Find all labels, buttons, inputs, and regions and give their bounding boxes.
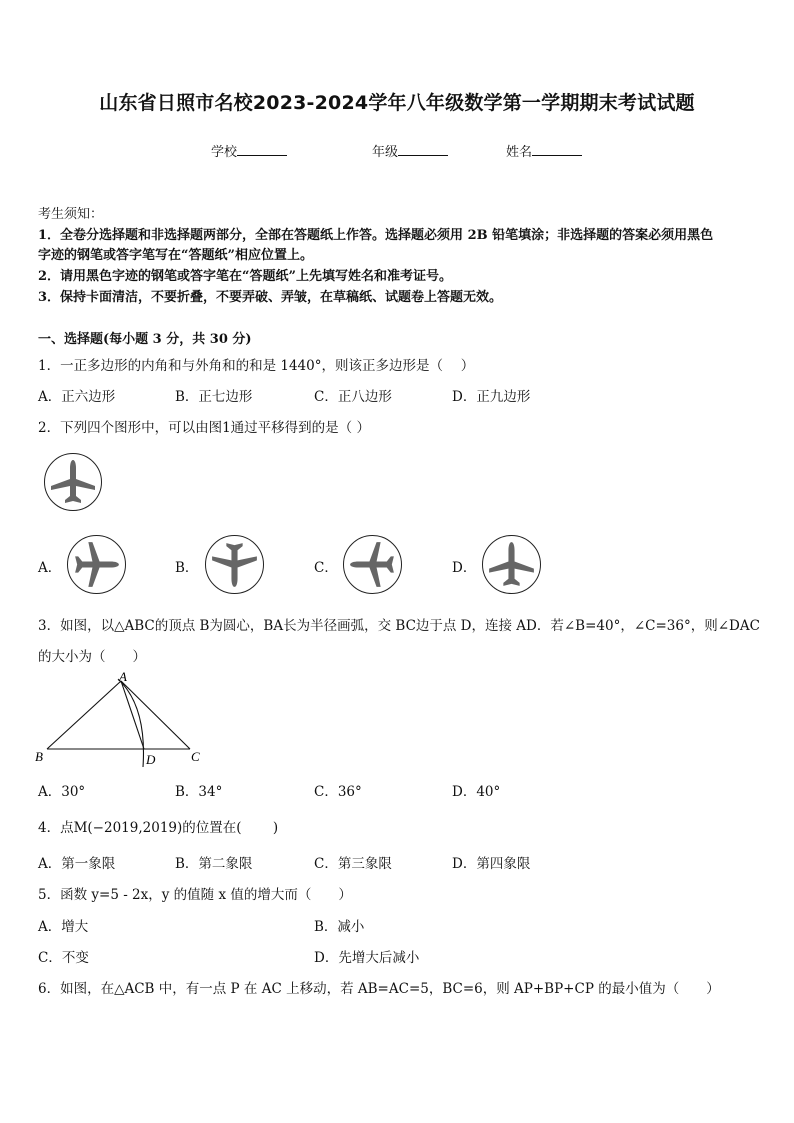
q2-option-c-figure[interactable] — [343, 535, 402, 594]
figure-1-circle — [44, 453, 102, 511]
notice-line-1a: 1．全卷分选择题和非选择题两部分，全部在答题纸上作答。选择题必须用 2B 铅笔填涂；非选择题的答案必须用黑色 — [38, 228, 714, 243]
airplane-icon — [206, 536, 263, 593]
school-label: 学校 — [211, 145, 238, 160]
question-1-stem: 1．一正多边形的内角和与外角和的和是 1440°，则该正多边形是（ ） — [38, 358, 475, 374]
question-4-stem: 4．点M(−2019,2019)的位置在( ) — [38, 820, 279, 836]
notice-line-1b: 字迹的钢笔或答字笔写在“答题纸”相应位置上。 — [38, 248, 313, 263]
q1-option-a[interactable]: A．正六边形 — [38, 389, 116, 405]
q5-option-a[interactable]: A．增大 — [38, 919, 89, 935]
q3-option-d[interactable]: D．40° — [452, 784, 501, 800]
name-field[interactable] — [506, 141, 582, 160]
name-blank[interactable] — [532, 142, 582, 156]
airplane-icon — [45, 454, 101, 510]
question-3-stem-line-1: 3．如图，以△ABC的顶点 B为圆心，BA长为半径画弧，交 BC边于点 D，连接 AD．若∠B=40°，∠C=36°，则∠DAC — [38, 618, 760, 634]
notice-line-3: 3．保持卡面清洁，不要折叠，不要弄破、弄皱，在草稿纸、试题卷上答题无效。 — [38, 290, 503, 305]
vertex-label-c: C — [191, 749, 200, 764]
airplane-icon — [483, 536, 540, 593]
q4-option-c[interactable]: C．第三象限 — [314, 856, 392, 872]
q5-option-c[interactable]: C．不变 — [38, 950, 89, 966]
q1-option-d[interactable]: D．正九边形 — [452, 389, 531, 405]
page-title: 山东省日照市名校2023-2024学年八年级数学第一学期期末考试试题 — [99, 92, 695, 114]
q2-option-c-label[interactable]: C． — [314, 560, 338, 576]
question-3-stem-line-2: 的大小为（ ） — [38, 649, 146, 665]
vertex-label-b: B — [35, 749, 43, 764]
grade-blank[interactable] — [398, 142, 448, 156]
question-2-stem: 2．下列四个图形中，可以由图1通过平移得到的是（ ） — [38, 420, 370, 436]
q2-option-b-figure[interactable] — [205, 535, 264, 594]
name-label: 姓名 — [506, 145, 533, 160]
q3-option-b[interactable]: B．34° — [175, 784, 223, 800]
section-heading: 一、选择题(每小题 3 分，共 30 分) — [38, 332, 252, 347]
grade-label: 年级 — [372, 145, 399, 160]
q5-option-b[interactable]: B．减小 — [314, 919, 365, 935]
q2-option-a-figure[interactable] — [67, 535, 126, 594]
q3-triangle-figure — [30, 668, 220, 772]
vertex-label-d: D — [146, 752, 156, 767]
school-blank[interactable] — [237, 142, 287, 156]
school-field[interactable] — [211, 141, 287, 160]
q3-option-a[interactable]: A．30° — [38, 784, 86, 800]
q4-option-b[interactable]: B．第二象限 — [175, 856, 253, 872]
notice-line-2: 2．请用黑色字迹的钢笔或答字笔在“答题纸”上先填写姓名和准考证号。 — [38, 269, 453, 284]
q2-option-a-label[interactable]: A． — [38, 560, 62, 576]
q2-option-d-label[interactable]: D． — [452, 560, 477, 576]
q4-option-a[interactable]: A．第一象限 — [38, 856, 116, 872]
vertex-label-a: A — [119, 669, 127, 684]
q3-option-c[interactable]: C．36° — [314, 784, 362, 800]
notice-heading: 考生须知： — [38, 207, 104, 222]
airplane-icon — [68, 536, 125, 593]
question-5-stem: 5．函数 y=5 - 2x，y 的值随 x 值的增大而（ ） — [38, 887, 352, 903]
q2-option-d-figure[interactable] — [482, 535, 541, 594]
airplane-icon — [344, 536, 401, 593]
question-6-stem: 6．如图，在△ACB 中，有一点 P 在 AC 上移动，若 AB=AC=5，BC=6，则 AP+BP+CP 的最小值为（ ） — [38, 981, 720, 997]
q1-option-b[interactable]: B．正七边形 — [175, 389, 253, 405]
grade-field[interactable] — [372, 141, 448, 160]
q5-option-d[interactable]: D．先增大后减小 — [314, 950, 420, 966]
q2-option-b-label[interactable]: B． — [175, 560, 199, 576]
q1-option-c[interactable]: C．正八边形 — [314, 389, 392, 405]
q4-option-d[interactable]: D．第四象限 — [452, 856, 531, 872]
